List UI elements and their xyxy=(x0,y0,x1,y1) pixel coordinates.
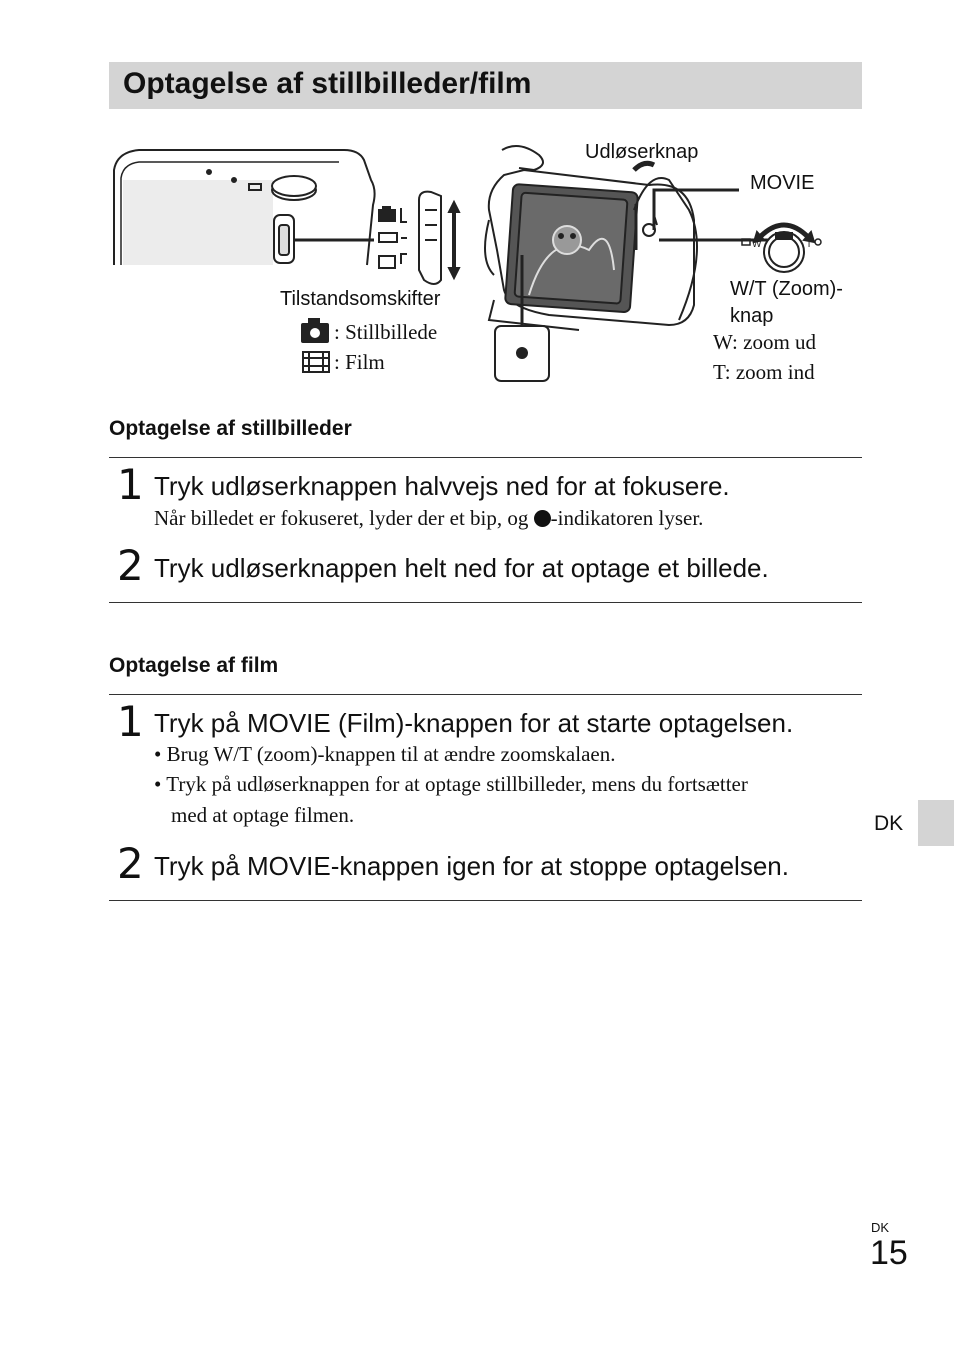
film-bullet-2-cont: med at optage filmen. xyxy=(171,803,355,827)
mode-switch-label: Tilstandsomskifter xyxy=(280,288,441,310)
still-step2-number: 2 xyxy=(117,541,144,590)
film-step2-title: Tryk på MOVIE-knappen igen for at stoppe optagelsen. xyxy=(154,851,789,881)
mode-icons xyxy=(379,207,407,268)
bullet-dot: • xyxy=(154,772,167,796)
still-step1-text-a: Når billedet er fokuseret, lyder der et bip, og xyxy=(154,506,534,530)
camera-back-view xyxy=(485,146,697,330)
film-bullet-2-text: Tryk på udløserknappen for at optage stillbilleder, mens du fortsætter xyxy=(166,772,748,796)
bullet-dot: • xyxy=(154,742,167,766)
still-heading: Optagelse af stillbilleder xyxy=(109,417,352,440)
still-step1-number: 1 xyxy=(117,460,144,509)
film-step2-number: 2 xyxy=(117,839,144,888)
dial-t-label: T xyxy=(806,239,813,250)
mode-switch xyxy=(419,192,459,284)
film-step1-title: Tryk på MOVIE (Film)-knappen for at starte optagelsen. xyxy=(154,708,794,738)
film-step1-number: 1 xyxy=(117,697,144,746)
film-heading: Optagelse af film xyxy=(109,654,279,677)
zoom-button-label-2: knap xyxy=(730,305,774,327)
still-icon xyxy=(301,318,329,343)
camera-top-view xyxy=(114,150,375,265)
divider xyxy=(109,602,862,603)
still-step1-text xyxy=(154,506,703,531)
page-number: 15 xyxy=(870,1234,908,1272)
film-icon xyxy=(379,256,395,268)
divider xyxy=(109,694,862,695)
still-step2-title: Tryk udløserknappen helt ned for at optage et billede. xyxy=(154,553,769,583)
panorama-icon xyxy=(379,233,397,242)
section-title: Optagelse af stillbilleder/film xyxy=(123,67,532,100)
divider xyxy=(109,457,862,458)
mode-film-label: : Film xyxy=(334,350,385,374)
dial-w-label: W xyxy=(752,239,762,250)
side-tab-label: DK xyxy=(874,812,904,835)
film-bullet-1 xyxy=(154,742,615,767)
zoom-w-label: W: zoom ud xyxy=(713,330,817,354)
section-title-bar xyxy=(109,62,862,109)
still-step1-title: Tryk udløserknappen halvvejs ned for at fokusere. xyxy=(154,471,730,501)
still-step1-text-b: -indikatoren lyser. xyxy=(550,506,704,530)
movie-button-label: MOVIE xyxy=(750,172,815,194)
film-bullet-2 xyxy=(154,772,748,797)
focus-indicator-icon xyxy=(534,510,551,527)
zoom-button-label: W/T (Zoom)- xyxy=(730,278,843,300)
divider xyxy=(109,900,862,901)
side-tab xyxy=(918,800,954,846)
focus-dot-icon xyxy=(516,347,528,359)
zoom-dial-icon xyxy=(742,225,821,272)
mode-still-label: : Stillbillede xyxy=(334,320,438,344)
film-strip-icon xyxy=(303,352,329,372)
shutter-button-label: Udløserknap xyxy=(585,141,699,163)
zoom-t-label: T: zoom ind xyxy=(713,360,815,384)
page-lang: DK xyxy=(871,1220,890,1235)
film-bullet-1-text: Brug W/T (zoom)-knappen til at ændre zoomskalaen. xyxy=(166,742,616,766)
